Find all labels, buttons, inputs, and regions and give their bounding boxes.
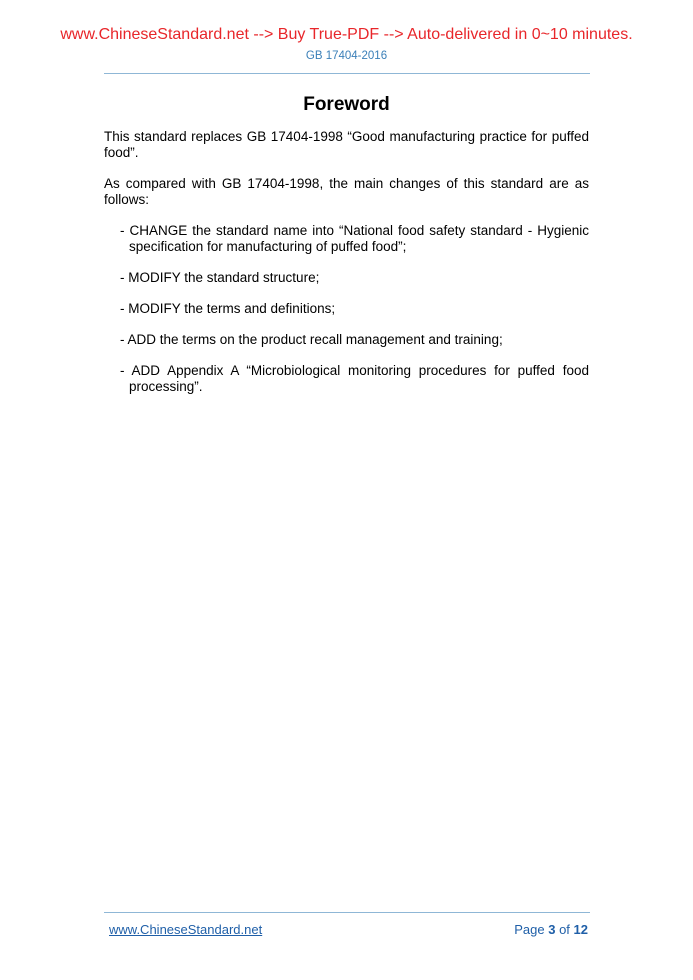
list-item: - MODIFY the standard structure; [120,270,320,285]
current-page: 3 [548,922,556,937]
list-item: - MODIFY the terms and definitions; [120,301,336,316]
top-banner: www.ChineseStandard.net --> Buy True-PDF --> Auto-delivered in 0~10 minutes. [60,26,633,43]
page-number [514,922,588,937]
page-word: Page [514,922,545,937]
list-item: - ADD Appendix A “Microbiological monitoring procedures for puffed food processing”. [120,363,589,394]
total-pages: 12 [573,922,588,937]
document-code: GB 17404-2016 [305,50,388,62]
list-item: - CHANGE the standard name into “National food safety standard - Hygienic specification for manufacturing of puffed food”; [120,223,589,254]
changes-intro-paragraph: As compared with GB 17404-1998, the main changes of this standard are as follows: [104,176,589,207]
page-title: Foreword [303,94,390,115]
page-of-word: of [559,922,570,937]
footer-website-link[interactable]: www.ChineseStandard.net [109,922,263,937]
intro-paragraph: This standard replaces GB 17404-1998 “Good manufacturing practice for puffed food”. [104,129,589,160]
changes-list [104,223,589,395]
list-item: - ADD the terms on the product recall management and training; [120,332,503,347]
foreword-body [104,129,589,410]
header-divider [104,73,590,74]
footer-divider [104,912,590,913]
